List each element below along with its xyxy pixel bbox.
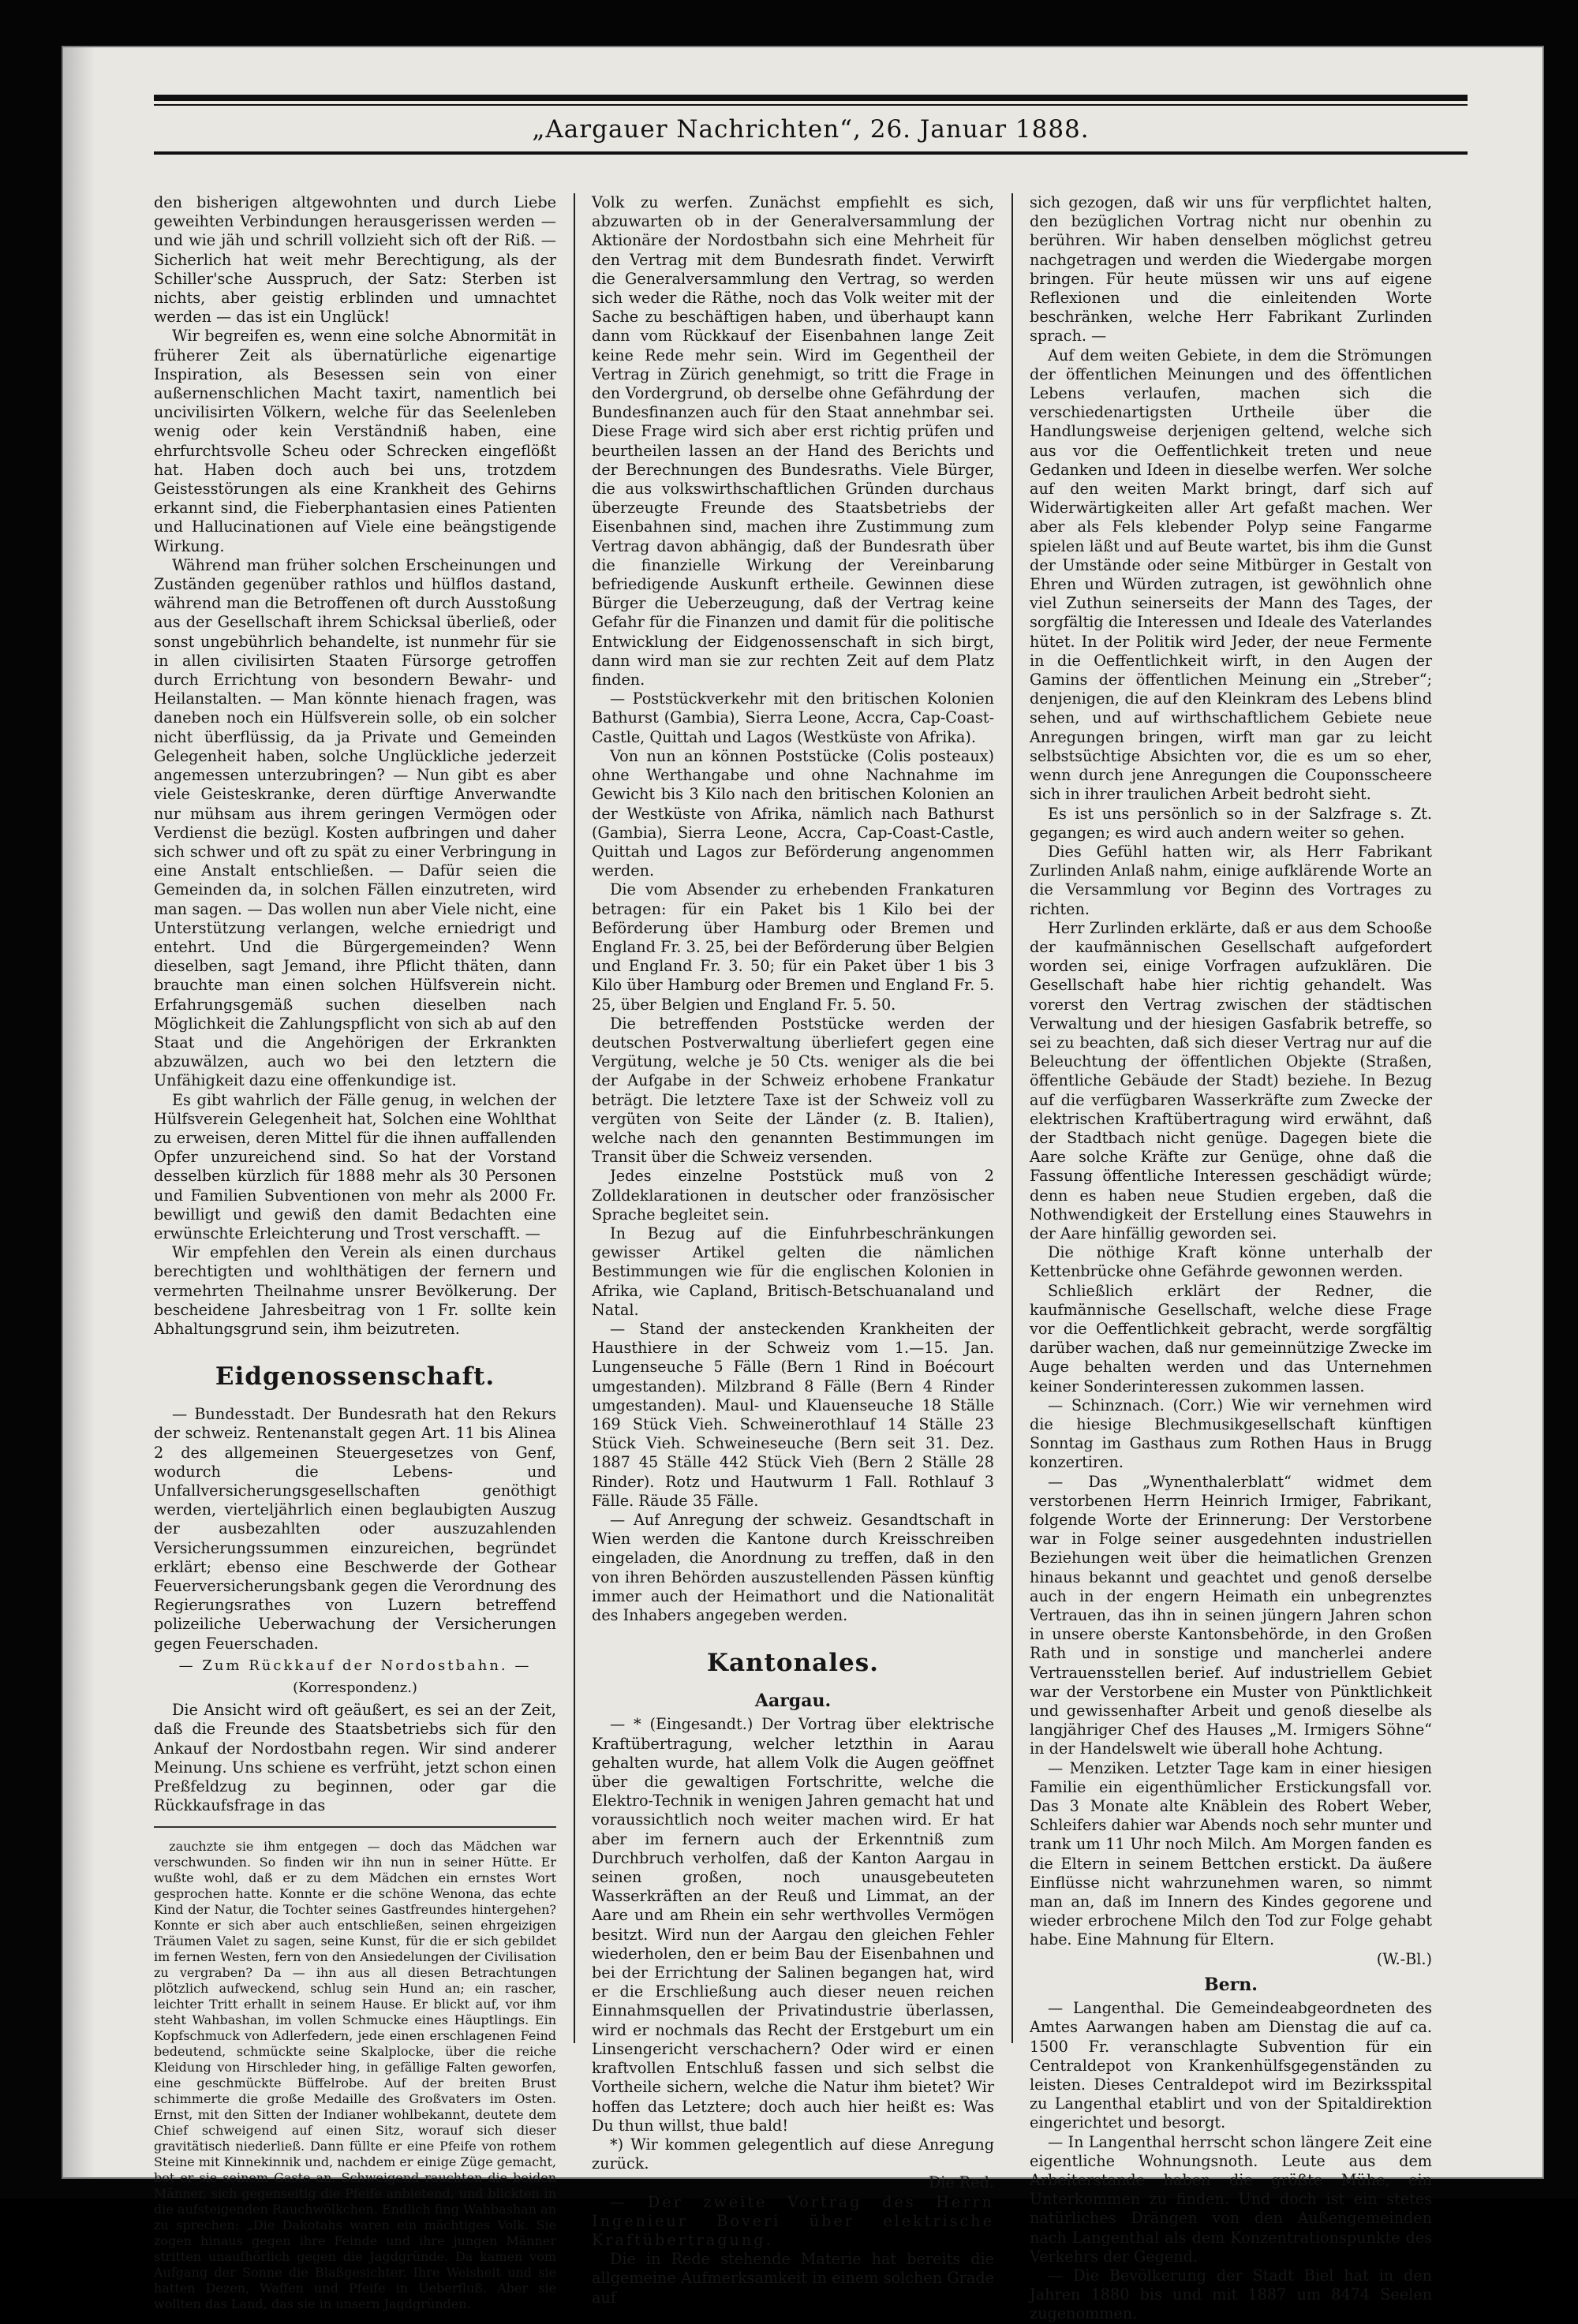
paragraph: In Bezug auf die Einfuhrbeschränkungen gewisser Artikel gelten die nämlichen Bestimmungen wie für die englischen Kolonien in Afrika, wie Capland, Britisch-Betschuanaland und Natal. [592,1224,994,1319]
header-rule-thick [154,95,1468,101]
region-heading-bern: Bern. [1204,1974,1258,1995]
header-rule-thin [154,104,1468,106]
paragraph: Herr Zurlinden erklärte, daß er aus dem Schooße der kaufmännischen Gesellschaft aufgefordert worden sei, einige Vorfragen aufzuklären. Die Gesellschaft habe hier richtig gehandelt. Was vorerst den Vertrag zwischen der städtischen Verwaltung und der hiesigen Gasfabrik betreffe, so sei zu beachten, daß sich dieser Vertrag nur auf die Beleuchtung der öffentlichen Objekte (Straßen, öffentliche Gebäude der Stadt) beziehe. In Bezug auf die verfügbaren Wasserkräfte zum Zwecke der elektrischen Kraftübertragung wird erwähnt, daß der Stadtbach nicht genüge. Dagegen biete die Aare solche Kräfte zur Genüge, ohne daß die Fassung öffentliche Interessen geschädigt würde; denn es haben neue Studien ergeben, daß die Nothwendigkeit der Erstellung eines Stauwehrs in der Aare hinfällig geworden sei. [1030,918,1432,1242]
paragraph: Während man früher solchen Erscheinungen und Zuständen gegenüber rathlos und hülflos dastand, während man die Betroffenen oft durch Ausstoßung aus der Gesellschaft ihrem Schicksal überließ, oder sonst ungebührlich behandelte, ist nunmehr für sie in allen civilisirten Staaten Fürsorge getroffen durch Errichtung von besondern Bewahr- und Heilanstalten. — Man könnte hienach fragen, was daneben noch ein Hülfsverein solle, ob ein solcher nicht überflüssig, da ja Private und Gemeinden Gelegenheit haben, solche Unglückliche jederzeit angemessen unterzubringen? — Nun gibt es aber viele Geisteskranke, deren dürftige Anverwandte nur mühsam aus ihrem geringen Vermögen oder Verdienst die bezügl. Kosten aufbringen und daher sich schwer und oft zu spät zu einer Verbringung in eine Anstalt entschließen. — Dafür seien die Gemeinden da, in solchen Fällen einzutreten, wird man sagen. — Das wollen nun aber Viele nicht, eine Unterstützung verlangen, welche erniedrigt und entehrt. Und die Bürgergemeinden? Wenn dieselben, sagt Jemand, ihre Pflicht thäten, dann brauchte man einen solchen Hülfsverein nicht. Erfahrungsgemäß suchen dieselben nach Möglichkeit die Zahlungspflicht von sich ab auf den Staat und die Angehörigen der Erkrankten abzuwälzen, auch wo bei den letztern die Unfähigkeit dazu eine offenkundige ist. [154,555,556,1090]
paragraph: den bisherigen altgewohnten und durch Liebe geweihten Verbindungen herausgerissen werden — und wie jäh und schrill vollzieht sich oft der Riß. — Sicherlich hat weit mehr Berechtigung, als der Schiller'sche Ausspruch, der Satz: Sterben ist nichts, aber geistig erblinden und umnachtet werden — das ist ein Unglück! [154,193,556,327]
page-edge-shadow [63,47,95,2177]
paragraph: Auf dem weiten Gebiete, in dem die Strömungen der öffentlichen Meinungen und des öffentlichen Lebens verlaufen, machen sich die verschiedenartigsten Urtheile über die Handlungsweise derjenigen geltend, welche sich aus vor die Oeffentlichkeit treten und neue Gedanken und Ideen in dieselbe werfen. Wer solche auf den weiten Markt bringt, darf sich auf Widerwärtigkeiten aller Art gefaßt machen. Wer aber als Fels klebender Polyp seine Fangarme spielen läßt und auf Beute wartet, bis ihm die Gunst der Umstände oder seine Mitbürger in Gestalt von Ehren und Würden zutragen, ist gewöhnlich ohne viel Zuthun seinerseits der Mann des Tages, der sorgfältig die Interessen und Ideale des Vaterlandes hütet. In der Politik wird Jeder, der neue Fermente in die Oeffentlichkeit wirft, in den Augen der Gamins der öffentlichen Meinung ein „Streber“; denjenigen, die auf den Kleinkram des Lebens blind sehen, und auf wirthschaftlichem Gebiete neue Anregungen bringen, wirft man gar zu leicht selbstsüchtige Absichten vor, die es um so eher, wenn durch jene Anregungen die Couponsscheere sich in ihrer traulichen Arbeit bedroht sieht. [1030,346,1432,804]
paragraph: Dies Gefühl hatten wir, als Herr Fabrikant Zurlinden Anlaß nahm, einige aufklärende Worte an die Versammlung vor Beginn des Vortrages zu richten. [1030,842,1432,918]
column-3 [1030,193,1432,2323]
paragraph: — * (Eingesandt.) Der Vortrag über elektrische Kraftübertragung, welcher letzthin in Aarau gehalten wurde, hat allem Volk die Augen geöffnet über die gewaltigen Fortschritte, welche die Elektro-Technik in wenigen Jahren gemacht hat und voraussichtlich noch weiter machen wird. Er hat aber im fernern auch der Erkenntniß zum Durchbruch verholfen, daß der Kanton Aargau in seinen großen, noch unausgebeuteten Wasserkräften an der Reuß und Limmat, an der Aare und am Rhein ein sehr werthvolles Vermögen besitzt. Wird nun der Aargau den gleichen Fehler wiederholen, den er beim Bau der Eisenbahnen und bei der Errichtung der Salinen begangen hat, wird er die Erschließung auch dieser neuen reichen Einnahmsquellen der Privatindustrie überlassen, wird er nochmals das Recht der Erstgeburt um ein Linsengericht verschachern? Oder wird er einen kraftvollen Entschluß fassen und sich selbst die Vortheile sichern, welche die Natur ihm bietet? Wir hoffen das Letztere; doch auch hier heißt es: Was Du thun willst, thue bald! [592,1715,994,2135]
paragraph: sich gezogen, daß wir uns für verpflichtet halten, den bezüglichen Vortrag nicht nur obenhin zu berühren. Wir haben denselben möglichst getreu nachgetragen und werden die Wiedergabe morgen bringen. Für heute müssen wir uns auf eigene Reflexionen und die einleitenden Worte beschränken, welche Herr Fabrikant Zurlinden sprach. — [1030,193,1432,346]
paragraph: — Der zweite Vortrag des Herrn Ingenieur Boveri über elektrische Kraftübertragung. [592,2192,994,2249]
column-1 [154,193,556,2312]
paragraph: — Bundesstadt. Der Bundesrath hat den Rekurs der schweiz. Rentenanstalt gegen Art. 11 bis Alinea 2 des allgemeinen Steuergesetzes von Genf, wodurch die Lebens- und Unfallversicherungsgesellschaften genöthigt werden, vierteljährlich einen beglaubigten Auszug der ausbezahlten oder auszuzahlenden Versicherungssummen einzureichen, begründet erklärt; ebenso eine Beschwerde der Gothear Feuerversicherungsbank gegen die Verordnung des Regierungsrathes von Luzern betreffend polizeiliche Ueberwachung der Versicherungen gegen Feuerschaden. [154,1405,556,1653]
editor-signature: Die Red. [928,2173,994,2192]
paragraph: Schließlich erklärt der Redner, die kaufmännische Gesellschaft, welche diese Frage vor die Oeffentlichkeit gebracht, werde sorgfältig darüber wachen, daß nur gemeinnützige Zwecke im Auge behalten werden und das Unternehmen keiner Sonderinteressen zukommen lassen. [1030,1281,1432,1396]
paragraph: Die vom Absender zu erhebenden Frankaturen betragen: für ein Paket bis 1 Kilo bei der Beförderung über Hamburg oder Bremen und England Fr. 3. 25, bei der Beförderung über Belgien und England Fr. 3. 50; für ein Paket über 1 bis 3 Kilo über Hamburg oder Bremen und England Fr. 5. 25, über Belgien und England Fr. 5. 50. [592,880,994,1014]
paragraph: — Auf Anregung der schweiz. Gesandtschaft in Wien werden die Kantone durch Kreisschreiben eingeladen, die Anordnung zu treffen, daß in den von ihren Behörden auszustellenden Pässen künftig immer auch der Heimathort und die Nationalität des Inhabers angegeben werden. [592,1511,994,1625]
paragraph: Volk zu werfen. Zunächst empfiehlt es sich, abzuwarten ob in der Generalversammlung der Aktionäre der Nordostbahn sich eine Mehrheit für den Vertrag mit dem Bundesrath findet. Verwirft die Generalversammlung den Vertrag, so werden sich weder die Räthe, noch das Volk weiter mit der Sache zu beschäftigen haben, und überhaupt kann dann vom Rückkauf der Eisenbahnen lange Zeit keine Rede mehr sein. Wird im Gegentheil der Vertrag in Zürich genehmigt, so tritt die Frage in den Vordergrund, ob derselbe ohne Gefährdung der Bundesfinanzen auch für den Staat annehmbar sei. Diese Frage wird sich aber erst richtig prüfen und beurtheilen lassen an der Hand des Berichts und der Berechnungen des Bundesraths. Viele Bürger, die aus volkswirthschaftlichen Gründen durchaus überzeugte Freunde des Staatsbetriebs der Eisenbahnen sind, machen ihre Zustimmung zum Vertrag davon abhängig, daß der Bundesrath über die finanzielle Wirkung der Vereinbarung befriedigende Auskunft ertheile. Gewinnen diese Bürger die Ueberzeugung, daß der Vertrag keine Gefahr für die Finanzen und damit für die politische Entwicklung der Eidgenossenschaft in sich birgt, dann wird man sie zur rechten Zeit auf dem Platz finden. [592,193,994,689]
paragraph: Die nöthige Kraft könne unterhalb der Kettenbrücke ohne Gefährde gewonnen werden. [1030,1243,1432,1281]
paragraph: — Langenthal. Die Gemeindeabgeordneten des Amtes Aarwangen haben am Dienstag die auf ca. 1500 Fr. veranschlagte Subvention für ein Centraldepot von Krankenhülfsgegenständen zu leisten. Dieses Centraldepot wird im Bezirksspital zu Langenthal etablirt und von der Spitaldirektion eingerichtet und besorgt. [1030,1999,1432,2132]
paragraph: Von nun an können Poststücke (Colis posteaux) ohne Werthangabe und ohne Nachnahme im Gewicht bis 3 Kilo nach den britischen Kolonien an der Westküste von Afrika, nämlich nach Bathurst (Gambia), Sierra Leone, Accra, Cap-Coast-Castle, Quittah und Lagos zur Beförderung angenommen werden. [592,746,994,880]
paragraph: Es ist uns persönlich so in der Salzfrage s. Zt. gegangen; es wird auch andern weiter so gehen. [1030,804,1432,842]
paragraph: — Stand der ansteckenden Krankheiten der Hausthiere in der Schweiz vom 1.—15. Jan. Lungenseuche 5 Fälle (Bern 1 Rind in Boécourt umgestanden). Milzbrand 8 Fälle (Bern 4 Rinder umgestanden). Maul- und Klauenseuche 18 Ställe 169 Stück Vieh. Schweinerothlauf 14 Ställe 23 Stück Vieh. Schweineseuche (Bern seit 31. Dez. 1887 45 Ställe 442 Stück Vieh (Bern 2 Ställe 28 Rinder). Rotz und Hautwurm 1 Fall. Rothlauf 3 Fälle. Räude 35 Fälle. [592,1319,994,1510]
paragraph: — In Langenthal herrscht schon längere Zeit eine eigentliche Wohnungsnoth. Leute aus dem Arbeiterstande haben die größte Mühe, ein Unterkommen zu finden. Und doch ist ein stetes natürliches Drängen von den Außengemeinden nach Langenthal als dem Konzentrationspunkte des Verkehrs der Gegend. [1030,2132,1432,2266]
footnote: *) Wir kommen gelegentlich auf diese Anregung zurück. [592,2135,994,2173]
column-divider [574,193,575,2043]
paragraph: Es gibt wahrlich der Fälle genug, in welchen der Hülfsverein Gelegenheit hat, Solchen eine Wohlthat zu erweisen, deren Mittel für die ihnen auffallenden Opfer unzureichend sind. So hat der Vorstand desselben kürzlich für 1888 mehr als 30 Personen und Familien Subventionen von mehr als 2000 Fr. bewilligt und gewiß den damit Bedachten eine erwünschte Erleichterung und Trost verschafft. — [154,1090,556,1242]
feuilleton-rule [154,1826,556,1828]
paragraph: — Poststückverkehr mit den britischen Kolonien Bathurst (Gambia), Sierra Leone, Accra, Cap-Coast-Castle, Quittah und Lagos (Westküste von Afrika). [592,689,994,746]
paragraph: Jedes einzelne Poststück muß von 2 Zolldeklarationen in deutscher oder französischer Sprache begleitet sein. [592,1167,994,1224]
paragraph: Die in Rede stehende Materie hat bereits die allgemeine Aufmerksamkeit in einem solchen Grade auf [592,2250,994,2307]
paragraph: Die Ansicht wird oft geäußert, es sei an der Zeit, daß die Freunde des Staatsbetriebs sich für den Ankauf der Nordostbahn regen. Wir sind anderer Meinung. Uns schiene es verfrüht, jetzt schon einen Preßfeldzug zu beginnen, oder gar die Rückkaufsfrage in das [154,1701,556,1815]
paragraph: Wir begreifen es, wenn eine solche Abnormität in früherer Zeit als übernatürliche eigenartige Inspiration, als Besessen sein von einer außernenschlichen Macht taxirt, namentlich bei uncivilisirten Völkern, welche für das Seelenleben wenig oder kein Verständniß haben, eine ehrfurchtsvolle Scheu oder Schrecken eingeflößt hat. Haben doch auch bei uns, trotzdem Geistesstörungen als eine Krankheit des Gehirns erkannt sind, die Fieberphantasien eines Patienten und Hallucinationen auf Viele eine beängstigende Wirkung. [154,327,556,555]
paragraph: — Schinznach. (Corr.) Wie wir vernehmen wird die hiesige Blechmusikgesellschaft künftigen Sonntag im Gasthaus zum Rothen Haus in Brugg konzertiren. [1030,1396,1432,1472]
header-rule-bottom [154,151,1468,155]
source-note: (W.-Bl.) [1376,1949,1432,1968]
column-divider [1011,193,1013,2043]
paragraph: — Die Bevölkerung der Stadt Biel hat in den Jahren 1880 bis und mit 1887 um 8474 Seelen zugenommen. [1030,2266,1432,2323]
header-title: „Aargauer Nachrichten“, 26. Januar 1888. [532,115,1090,144]
article-subheading: — Zum Rückkauf der Nordostbahn. — [178,1657,532,1674]
correspondence-note: (Korrespondenz.) [293,1679,417,1697]
section-heading-eidgenossenschaft: Eidgenossenschaft. [215,1362,495,1392]
feuilleton-text: zauchzte sie ihm entgegen — doch das Mädchen war verschwunden. So finden wir ihn nun in seiner Hütte. Er wußte wohl, daß er zu dem Mädchen ein ernstes Wort gesprochen hatte. Konnte er die schöne Wenona, das echte Kind der Natur, die Tochter seines Gastfreundes hintergehen? Konnte er sich aber auch entschließen, seinen ehrgeizigen Träumen Valet zu sagen, seine Kunst, für die er sich gebildet im fernen Westen, fern von den Ansiedelungen der Civilisation zu vergraben? Da — ihn aus all diesen Betrachtungen plötzlich aufweckend, schlug sein Hund an; ein rascher, leichter Tritt erhallt in seinem Hause. Er blickt auf, vor ihm steht Wahbashan, im vollen Schmucke eines Häuptlings. Ein Kopfschmuck von Adlerfedern, jede einen erschlagenen Feind bedeutend, schmückte seine Skalplocke, über die reiche Kleidung von Hirschleder hing, in gefällige Falten geworfen, eine geschmückte Büffelrobe. Auf der breiten Brust schimmerte die große Medaille des Großvaters im Osten. Ernst, mit den Sitten der Indianer wohlbekannt, deutete dem Chief schweigend auf einen Sitz, worauf sich dieser gravitätisch niederließ. Dann füllte er eine Pfeife von rothem Steine mit Kinnekinnik und, nachdem er einige Züge gemacht, bot er sie seinem Gaste an. Schweigend rauchten die beiden Männer, sich gegenseitig die Pfeife anbietend, und blickten in die aufsteigenden Rauchwölkchen. Endlich fing Wahbashan an zu sprechen: „Die Dakotahs waren ein mächtiges Volk. Sie zogen hinaus gegen ihre Feinde und ihre jungen Männer stritten unaufhörlich gegen die Jagdgründe. Da kamen vom Aufgang der Sonne die Blaßgesichter. Ihre Weisheit und sie hatten Dezen, Waffen und Pfeife in Ueberfluß. Aber sie wollten das Land, das sie in unsern Jagdgründen. [154,1839,556,2312]
section-heading-kantonales: Kantonales. [707,1649,879,1678]
column-2 [592,193,994,2307]
page-header [154,95,1468,166]
paragraph: Die betreffenden Poststücke werden der deutschen Postverwaltung überliefert gegen eine Vergütung, welche je 50 Cts. weniger als die bei der Aufgabe in der Schweiz erhobene Frankatur beträgt. Die letztere Taxe ist der Schweiz voll zu vergüten von Seite der Länder (z. B. Italien), welche nach den genannten Bestimmungen im Transit über die Schweiz versenden. [592,1014,994,1167]
paragraph: — Menziken. Letzter Tage kam in einer hiesigen Familie ein eigenthümlicher Erstickungsfall vor. Das 3 Monate alte Knäblein des Robert Weber, Schleifers dahier war Abends noch sehr munter und trank um 11 Uhr noch Milch. Am Morgen fanden es die Eltern in seinem Bettchen erstickt. Da äußere Einflüsse nicht wahrzunehmen waren, so nimmt man an, daß im Innern des Kindes gegorene und wieder erbrochene Milch den Tod zur Folge gehabt habe. Eine Mahnung für Eltern. [1030,1758,1432,1949]
paragraph: Wir empfehlen den Verein als einen durchaus berechtigten und wohlthätigen der fernern und vermehrten Theilnahme unsrer Bevölkerung. Der bescheidene Jahresbeitrag von 1 Fr. sollte kein Abhaltungsgrund sein, ihm beizutreten. [154,1243,556,1338]
paragraph: — Das „Wynenthalerblatt“ widmet dem verstorbenen Herrn Heinrich Irmiger, Fabrikant, folgende Worte der Erinnerung: Der Verstorbene war in Folge seiner ausgedehnten industriellen Beziehungen weit über die heimatlichen Grenzen hinaus bekannt und geachtet und genoß derselbe auch in der engern Heimath ein unbegrenztes Vertrauen, das ihn in seinen jüngern Jahren schon in unsere oberste Kantonsbehörde, in den Großen Rath und in sonstige und mancherlei andere Vertrauensstellen berief. Auf industriellem Gebiet war der Verstorbene ein Muster von Pünktlichkeit und gewissenhafter Arbeit und genoß dieselbe als langjähriger Chef des Hauses „M. Irmigers Söhne“ in der Handelswelt wie überall hohe Achtung. [1030,1472,1432,1758]
region-heading-aargau: Aargau. [754,1691,832,1712]
